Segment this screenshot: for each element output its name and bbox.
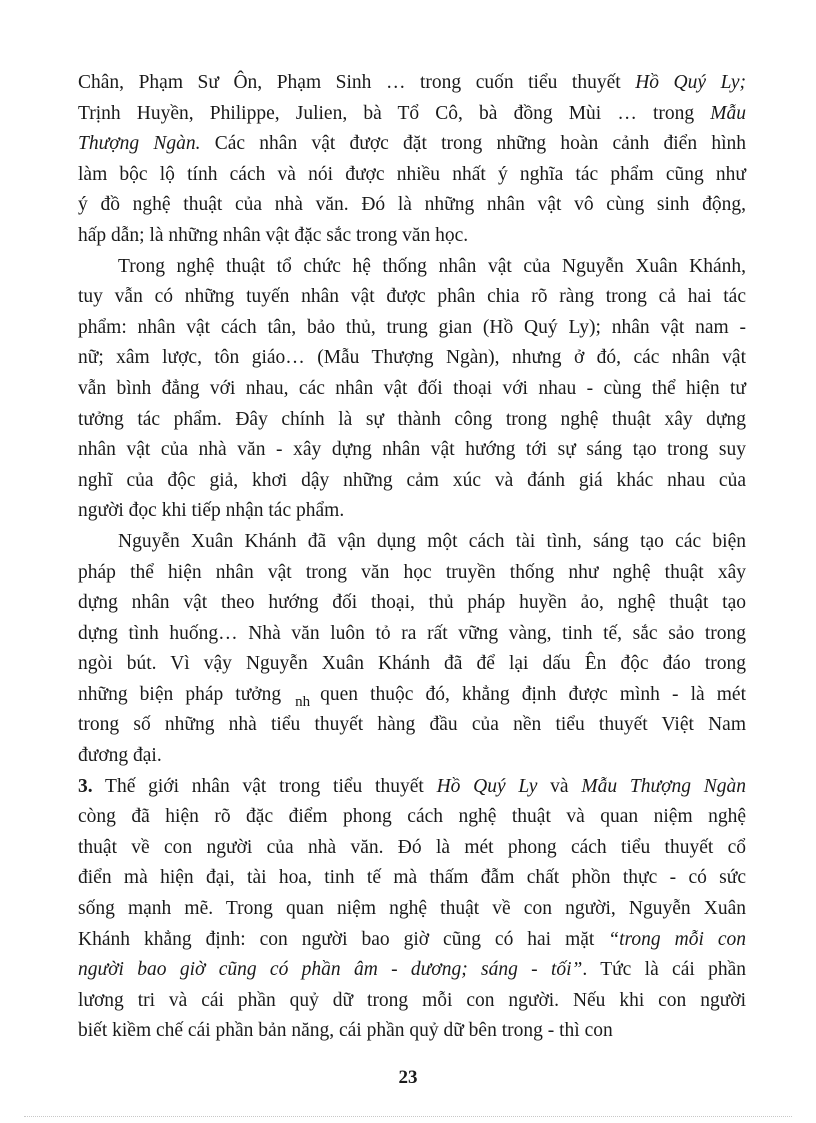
document-body — [78, 68, 746, 1047]
paragraph-start: Nguyễn Xuân Khánh đã vận dụng một cách tài tình, sáng tạo các biện — [118, 530, 746, 552]
text-line: nữ; xâm lược, tôn giáo… (Mẫu Thượng Ngàn), nhưng ở đó, các nhân vật — [78, 347, 746, 369]
text-line: biết kiềm chế cái phần bản năng, cái phần quỷ dữ bên trong - thì con — [78, 1020, 613, 1042]
text-line: đương đại. — [78, 745, 162, 767]
paragraph-start: Trong nghệ thuật tổ chức hệ thống nhân vật của Nguyễn Xuân Khánh, — [118, 255, 746, 277]
text-line: thuật về con người của nhà văn. Đó là mét phong cách tiểu thuyết cổ — [78, 836, 746, 858]
section-number: 3. — [78, 775, 93, 797]
quotation: “trong mỗi con — [608, 928, 746, 950]
text-line: hấp dẫn; là những nhân vật đặc sắc trong văn học. — [78, 224, 469, 246]
text-line: sống mạnh mẽ. Trong quan niệm nghệ thuật về con người, Nguyễn Xuân — [78, 898, 746, 920]
text-line: tưởng tác phẩm. Đây chính là sự thành công trong nghệ thuật xây dựng — [78, 408, 746, 430]
text-line: phẩm: nhân vật cách tân, bảo thủ, trung gian (Hồ Quý Ly); nhân vật nam - — [78, 316, 746, 338]
text-line: tuy vẫn có những tuyến nhân vật được phân chia rõ ràng trong cả hai tác — [78, 286, 746, 308]
page-number: 23 — [398, 1067, 418, 1088]
text-line: người đọc khi tiếp nhận tác phẩm. — [78, 500, 345, 522]
text-line: pháp thể hiện nhân vật trong văn học truyền thống như nghệ thuật xây — [78, 561, 746, 583]
section-start: 3. Thế giới nhân vật trong tiểu thuyết Hồ Quý Ly và Mẫu Thượng Ngàn — [78, 775, 747, 797]
text-line: Chân, Phạm Sư Ôn, Phạm Sinh … trong cuốn tiểu thuyết Hồ Quý Ly; — [78, 72, 746, 93]
text-line: làm bộc lộ tính cách và nói được nhiều nhất ý nghĩa tác phẩm cũng như — [78, 163, 746, 185]
text-line: người bao giờ cũng có phần âm - dương; sáng - tối”. Tức là cái phần — [78, 959, 746, 981]
text-line: những biện pháp tưởng $_{nh}$ quen thuộc đó, khẳng định được mình - là mét — [78, 683, 746, 710]
text-line: Khánh khẳng định: con người bao giờ cũng có hai mặt “trong mỗi con — [78, 928, 746, 950]
text-line: Trịnh Huyền, Philippe, Julien, bà Tổ Cô, bà đồng Mùi … trong Mẫu — [78, 102, 746, 124]
text-line: nhân vật của nhà văn - xây dựng nhân vật hướng tới sự sáng tạo trong suy — [78, 439, 746, 461]
text-line: lương tri và cái phần quỷ dữ trong mỗi con người. Nếu khi con người — [78, 989, 746, 1011]
text-line: vẫn bình đẳng với nhau, các nhân vật đối thoại với nhau - cùng thể hiện tư — [78, 377, 746, 399]
quotation: người bao giờ cũng có phần âm - dương; sáng - tối” — [78, 959, 583, 981]
text-line: trong số những nhà tiểu thuyết hàng đầu của nền tiểu thuyết Việt Nam — [78, 714, 746, 736]
text-line: dựng tình huống… Nhà văn luôn tỏ ra rất vững vàng, tinh tế, sắc sảo trong — [78, 622, 746, 644]
page-bottom-border — [24, 1116, 792, 1117]
text-line: ngòi bút. Vì vậy Nguyễn Xuân Khánh đã để lại dấu Ên độc đáo trong — [78, 653, 746, 675]
text-line: điển mà hiện đại, tài hoa, tinh tế mà thấm đẫm chất phồn thực - có sức — [78, 867, 746, 889]
text-line: dựng nhân vật theo hướng đối thoại, thủ pháp huyền ảo, nghệ thuật tạo — [78, 592, 746, 614]
text-line: nghĩ của độc giả, khơi dậy những cảm xúc và đánh giá khác nhau của — [78, 469, 746, 491]
text-line: Thượng Ngàn. Các nhân vật được đặt trong những hoàn cảnh điển hình — [78, 133, 746, 155]
text-line: còng đã hiện rõ đặc điểm phong cách nghệ thuật và quan niệm nghệ — [78, 806, 746, 828]
text-line: ý đồ nghệ thuật của nhà văn. Đó là những nhân vật vô cùng sinh động, — [78, 194, 746, 216]
